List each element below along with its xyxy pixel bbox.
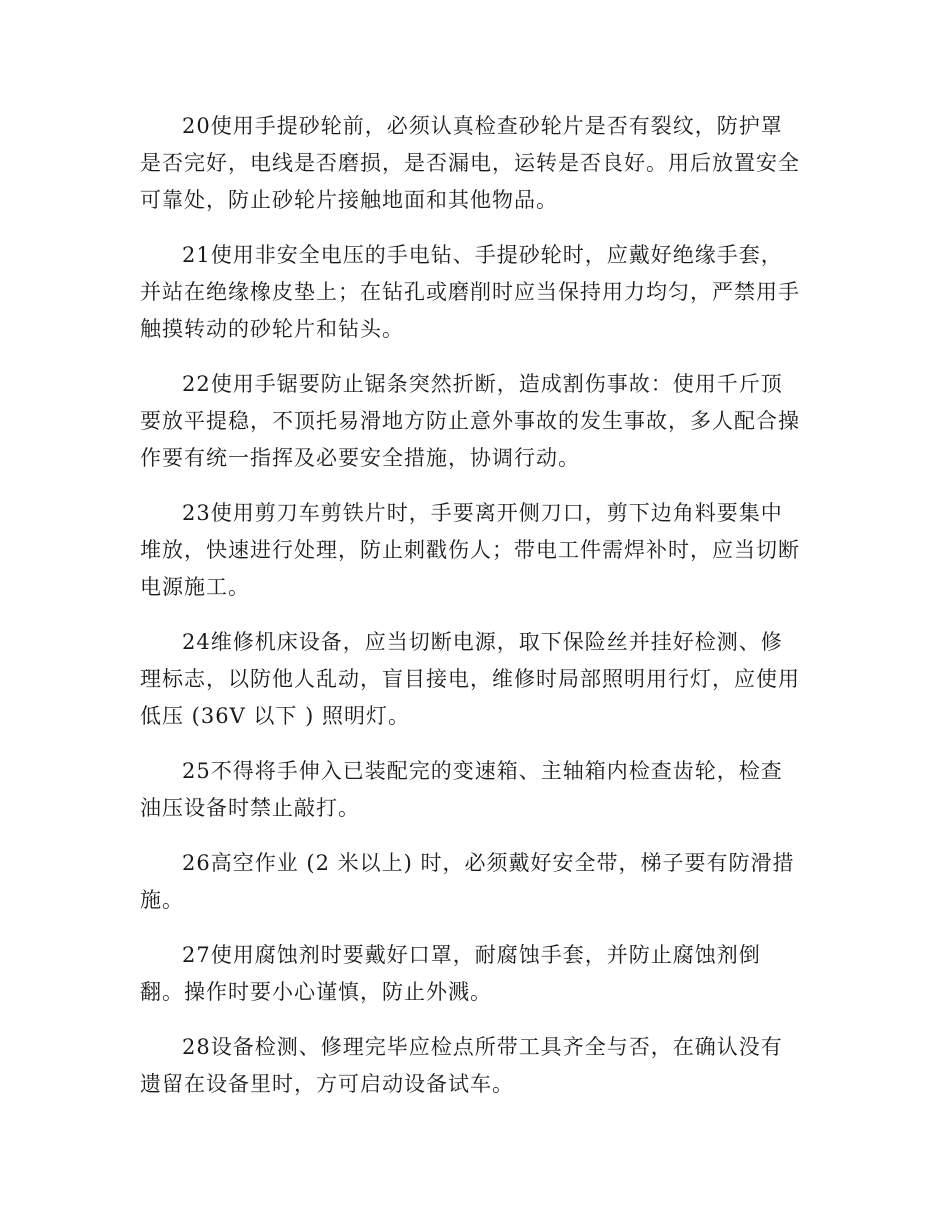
paragraph-22: 22使用手锯要防止锯条突然折断，造成割伤事故：使用千斤顶要放平提稳，不顶托易滑地方防止意外事故的发生事故，多人配合操作要有统一指挥及必要安全措施，协调行动。 <box>140 372 800 470</box>
document-body <box>140 108 802 1121</box>
paragraph-27: 27使用腐蚀剂时要戴好口罩，耐腐蚀手套，并防止腐蚀剂倒翻。操作时要小心谨慎，防止外溅。 <box>140 943 761 1004</box>
paragraph-23: 23使用剪刀车剪铁片时，手要离开侧刀口，剪下边角料要集中堆放，快速进行处理，防止刺戳伤人；带电工件需焊补时，应当切断电源施工。 <box>140 501 800 599</box>
paragraph-20: 20使用手提砂轮前，必须认真检查砂轮片是否有裂纹，防护罩是否完好，电线是否磨损，是否漏电，运转是否良好。用后放置安全可靠处，防止砂轮片接触地面和其他物品。 <box>140 114 800 212</box>
paragraph-26: 26高空作业 (2 米以上) 时，必须戴好安全带，梯子要有防滑措施。 <box>140 851 795 912</box>
paragraph-25: 25不得将手伸入已装配完的变速箱、主轴箱内检查齿轮，检查油压设备时禁止敲打。 <box>140 759 783 820</box>
paragraph-24: 24维修机床设备，应当切断电源，取下保险丝并挂好检测、修理标志，以防他人乱动，盲目接电，维修时局部照明用行灯，应使用低压 (36V 以下 ) 照明灯。 <box>140 630 800 728</box>
paragraph-21: 21使用非安全电压的手电钻、手提砂轮时，应戴好绝缘手套，并站在绝缘橡皮垫上；在钻孔或磨削时应当保持用力均匀，严禁用手触摸转动的砂轮片和钻头。 <box>140 243 800 341</box>
paragraph-28: 28设备检测、修理完毕应检点所带工具齐全与否，在确认没有遗留在设备里时，方可启动设备试车。 <box>140 1035 783 1096</box>
